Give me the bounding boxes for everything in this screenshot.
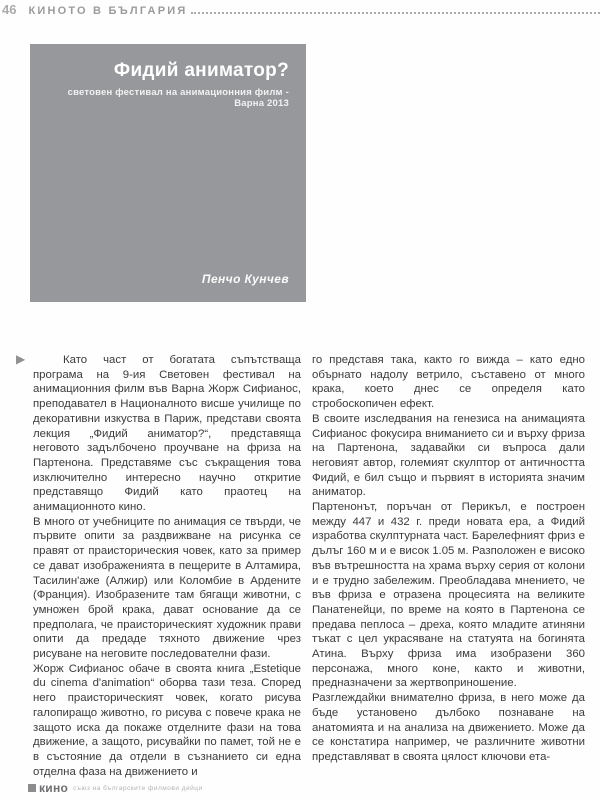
paragraph: Разглеждайки внимателно фриза, в него може да бъде установено дълбоко познаване на анатомията и на анализа на движението. Може да се констатира например, че различните животни представляват в своята цялост ключови ета- [312, 692, 585, 763]
body-column-left [33, 353, 301, 781]
paragraph: Партенонът, поръчан от Перикъл, е построен между 447 и 432 г. преди новата ера, а Фидий изработва скулптурната част. Барелефният фриз е дълъг 160 м и е висок 1.05 м. Разположен е високо във вътрешността на храма върху серия от колони и е трудно забележим. Преобладава мнението, че във фриза е отразена процесията на великите Панатенейци, по време на която в Партенона се предава пеплоса – дреха, която младите атиняни тъкат с цел украсяване на статуята на богинята Атина. Върху фриза има изобразени 360 персонажа, много коне, както и животни, предназначени за жертвоприношение. [312, 501, 585, 690]
article-author: Пенчо Кунчев [201, 272, 289, 286]
play-triangle-icon: ▶ [16, 352, 26, 366]
page-number: 46 [2, 2, 17, 17]
paragraph: В много от учебниците по анимация се твърди, че първите опити за раздвижване на рисунка се правят от праисторическия човек, като за пример се дават изображенията в пещерите в Алтамира, Тасилин'аже (Алжир) или Коломбие в Ардените (Франция). Изобразените там бягащи животни, с умножен брой крака, дават основание да се предполага, че праисторическият художник прави опити да предаде тяхното движение чрез рисуване на неговите последователни фази. [33, 515, 301, 661]
paragraph: Жорж Сифианос обаче в своята книга „Estetique du cinema d'animation“ оборва тази теза. Според него праисторическият човек, когато рисува галопиращо животно, го рисува с повече крака не защото иска да покаже отделните фази на това движение, а защото, рисувайки по памет, той не е в състояние да отдели в съзнанието си една отделна фаза на движението и [33, 662, 301, 778]
body-column-right [312, 353, 585, 781]
paragraph: го представя така, както го вижда – като едно обърнато надолу ветрило, съставено от много крака, което днес се определя като стробоскопичен ефект. [312, 354, 585, 411]
page-header [2, 2, 600, 18]
paragraph: Като част от богатата съпътстваща програма на 9-ия Световен фестивал на анимационния филм във Варна Жорж Сифианос, преподавател в Националното висше училище по декоративни изкуства в Париж, представи своята лекция „Фидий аниматор?“, представяща неговото задълбочено проучване на фриза на Партенона. Представяме със съкращения това изключително интересно научно откритие представящо Фидий като праотец на анимационното кино. [33, 354, 301, 514]
section-title: КИНОТО В БЪЛГАРИЯ [28, 5, 188, 17]
footer-tagline: съюз на българските филмови дейци [73, 784, 203, 792]
dotted-leader [191, 2, 600, 14]
article-title: Фидий аниматор? [113, 60, 289, 81]
article-title-box [30, 44, 306, 302]
paragraph: В своите изследвания на генезиса на анимацията Сифианос фокусира вниманието си и върху фриза на Партенона, задавайки си въпроса дали неговият автор, големият скулптор от античността Фидий, е бил също и първият в историята значим аниматор. [312, 412, 585, 499]
article-subtitle: световен фестивал на анимационния филм - Варна 2013 [67, 87, 289, 109]
kino-logo-square-icon [28, 784, 36, 792]
kino-logo-text: кино [39, 781, 69, 795]
magazine-footer [28, 781, 203, 795]
